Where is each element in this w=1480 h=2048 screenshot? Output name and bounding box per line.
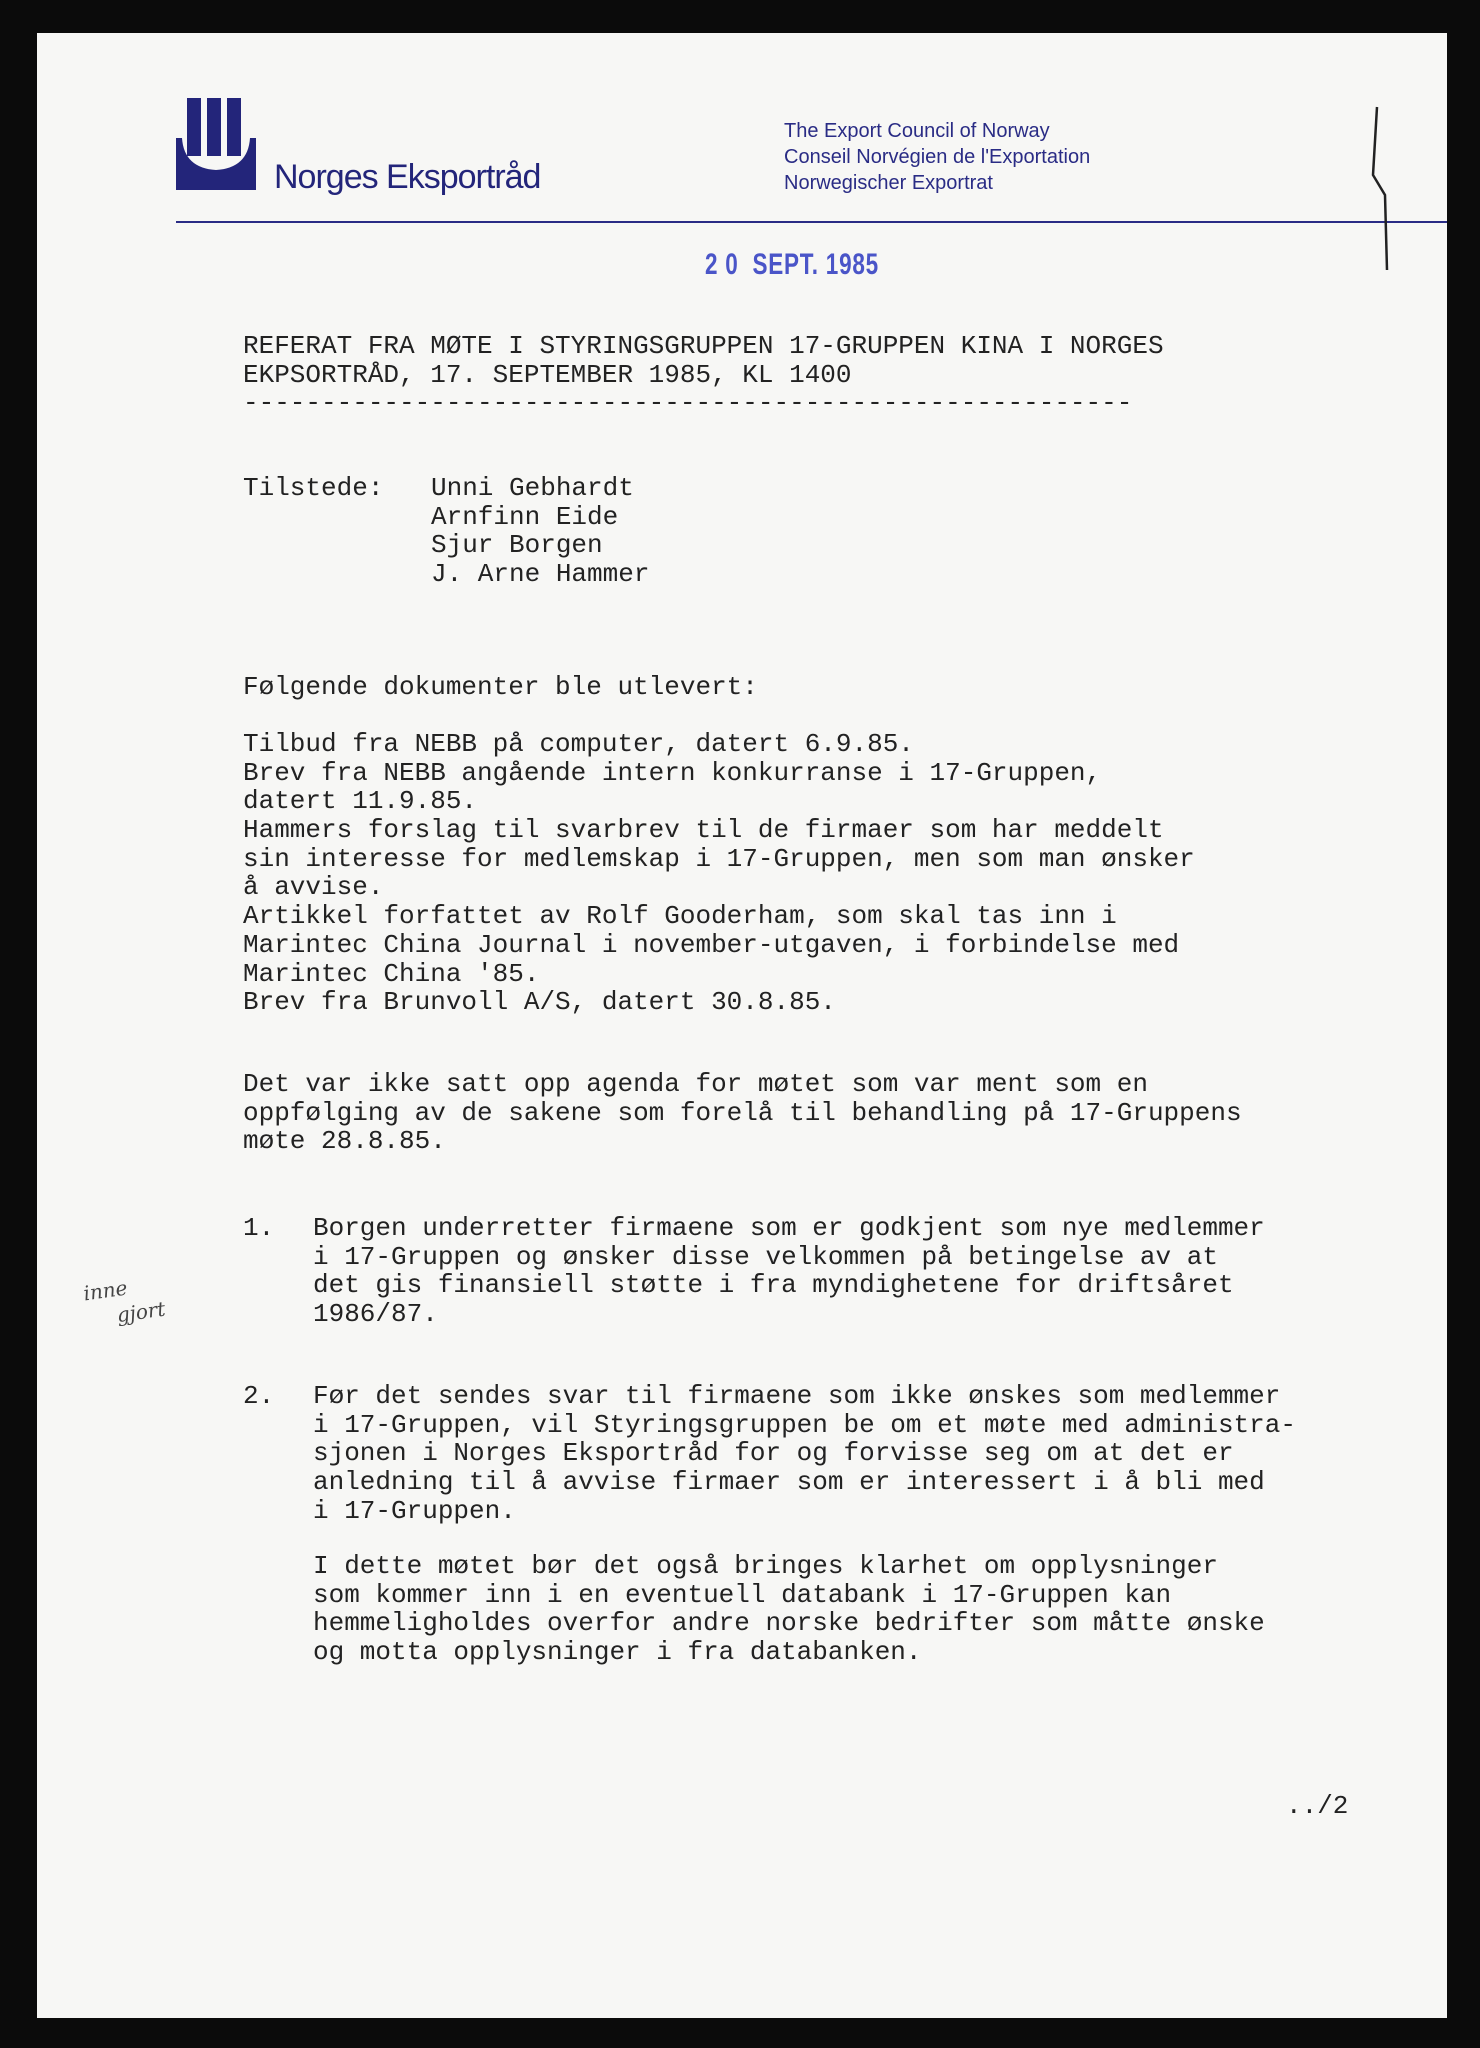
item-number: 2. <box>243 1381 275 1411</box>
title-line: EKPSORTRÅD, 17. SEPTEMBER 1985, KL 1400 <box>243 359 852 390</box>
brand-name: Norges Eksportråd <box>274 158 541 196</box>
document-line: Brev fra Brunvoll A/S, datert 30.8.85. <box>243 987 836 1018</box>
document-line: Marintec China '85. <box>243 958 540 989</box>
item-1-text <box>313 1214 1265 1329</box>
attendee: Sjur Borgen <box>431 530 603 561</box>
document-title <box>243 332 1164 418</box>
attendees-label: Tilstede: <box>243 473 384 503</box>
intro-line: Det var ikke satt opp agenda for møtet som var ment som en <box>243 1069 1148 1099</box>
item-line: hemmeligholdes overfor andre norske bedrifter som måtte ønske <box>313 1608 1265 1639</box>
item-line: det gis finansiell støtte i fra myndighetene for driftsåret <box>313 1270 1234 1301</box>
handwritten-margin-note <box>82 1270 167 1332</box>
document-line: å avvise. <box>243 872 384 903</box>
document-line: sin interesse for medlemskap i 17-Gruppen, men som man ønsker <box>243 843 1195 874</box>
item-2-text <box>313 1382 1296 1525</box>
item-line: i 17-Gruppen og ønsker disse velkommen på betingelse av at <box>313 1241 1218 1272</box>
handwritten-mark-icon <box>1365 105 1405 275</box>
document-line: Hammers forslag til svarbrev til de firmaer som har meddelt <box>243 815 1164 846</box>
header-rule <box>176 221 1447 223</box>
item-line: i 17-Gruppen. <box>313 1495 516 1526</box>
intro-paragraph <box>243 1070 1242 1156</box>
attendee: J. Arne Hammer <box>431 559 650 590</box>
norges-eksportrad-logo-icon <box>176 98 256 190</box>
title-line: REFERAT FRA MØTE I STYRINGSGRUPPEN 17-GRUPPEN KINA I NORGES <box>243 331 1164 361</box>
page-continuation: ../2 <box>1286 1791 1349 1821</box>
intro-line: oppfølging av de sakene som forelå til behandling på 17-Gruppens <box>243 1097 1242 1128</box>
document-line: Tilbud fra NEBB på computer, datert 6.9.85. <box>243 729 914 759</box>
item-number: 1. <box>243 1213 275 1243</box>
intro-line: møte 28.8.85. <box>243 1126 446 1157</box>
item-line: som kommer inn i en eventuell databank i 17-Gruppen kan <box>313 1579 1172 1610</box>
tagline-fr: Conseil Norvégien de l'Exportation <box>784 146 1091 168</box>
document-line: Marintec China Journal i november-utgaven, i forbindelse med <box>243 929 1180 960</box>
item-line: Før det sendes svar til firmaene som ikke ønskes som medlemmer <box>313 1381 1281 1411</box>
document-line: Brev fra NEBB angående intern konkurranse i 17-Gruppen, <box>243 757 1102 788</box>
item-line: I dette møtet bør det også bringes klarhet om opplysninger <box>313 1551 1218 1581</box>
item-line: 1986/87. <box>313 1299 438 1330</box>
attendee: Arnfinn Eide <box>431 501 619 532</box>
tagline-de: Norwegischer Exportrat <box>784 172 993 194</box>
documents-heading: Følgende dokumenter ble utlevert: <box>243 672 758 702</box>
item-line: anledning til å avvise firmaer som er interessert i å bli med <box>313 1467 1265 1498</box>
attendees-list <box>431 474 649 589</box>
document-line: Artikkel forfattet av Rolf Gooderham, som skal tas inn i <box>243 901 1117 932</box>
document-line: datert 11.9.85. <box>243 786 478 817</box>
item-line: i 17-Gruppen, vil Styringsgruppen be om et møte med administra- <box>313 1409 1296 1440</box>
title-underline: --------------------------------------------------------- <box>243 388 1133 419</box>
item-line: Borgen underretter firmaene som er godkjent som nye medlemmer <box>313 1213 1265 1243</box>
item-line: og motta opplysninger i fra databanken. <box>313 1637 922 1668</box>
attendee: Unni Gebhardt <box>431 473 634 503</box>
received-date-stamp: 2 0 SEPT. 1985 <box>705 248 879 281</box>
item-line: sjonen i Norges Eksportråd for og forvisse seg om at det er <box>313 1438 1234 1469</box>
note-line: inne <box>81 1275 129 1306</box>
item-2-paragraph-2 <box>313 1552 1265 1667</box>
documents-list <box>243 730 1195 1017</box>
tagline-en: The Export Council of Norway <box>784 120 1050 142</box>
note-line: gjort <box>115 1296 167 1328</box>
brand-taglines <box>784 118 1090 196</box>
